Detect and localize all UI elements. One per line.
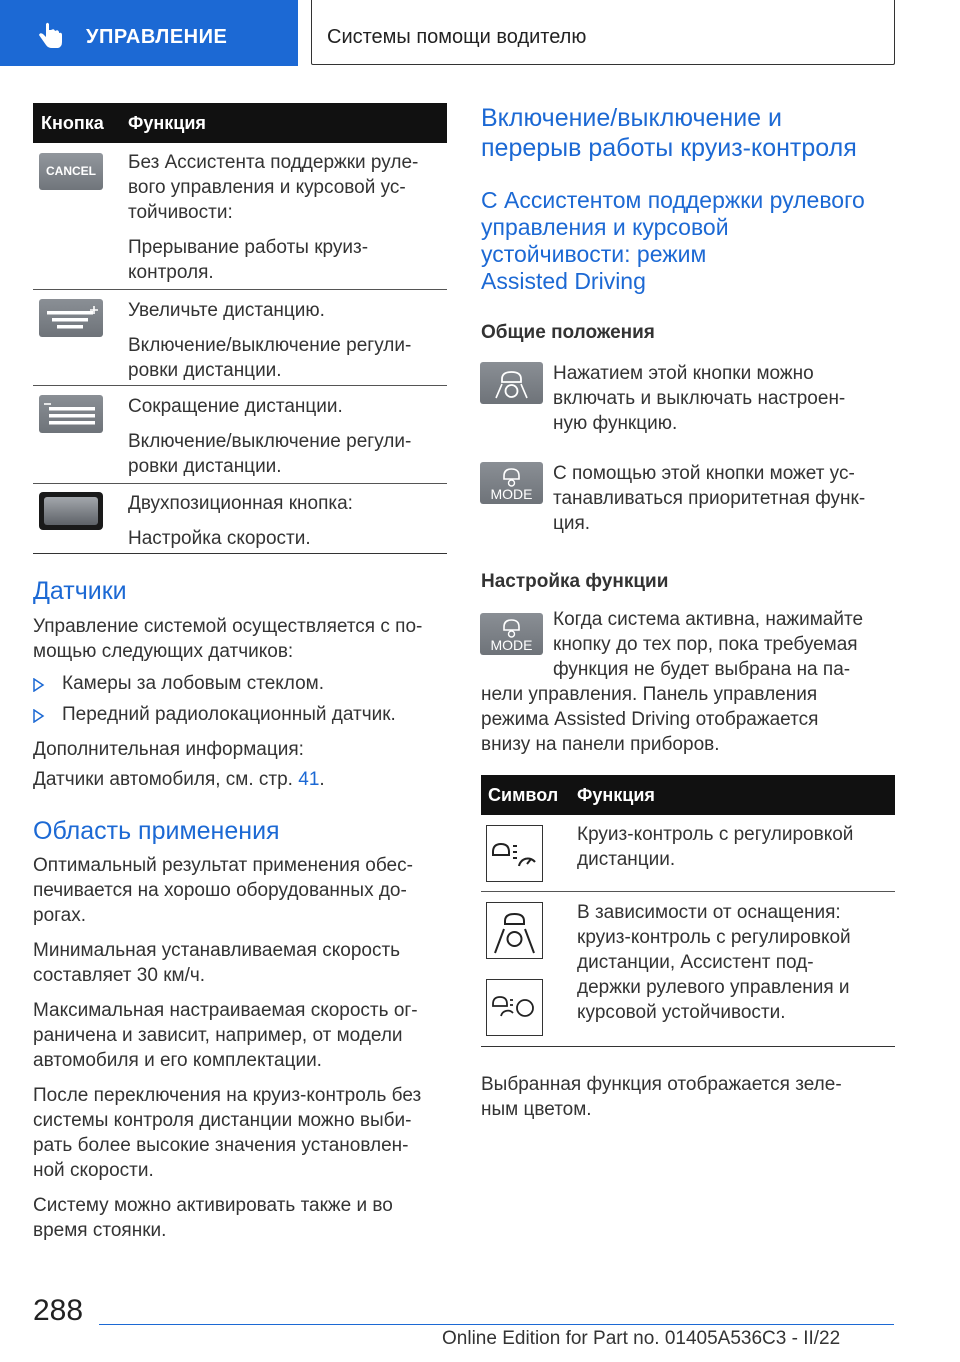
buttons-row-4-text: [128, 491, 448, 561]
distance-decrease-icon: [39, 395, 103, 433]
cancel-button-icon: [39, 153, 103, 190]
row3-line2: Включение/выключение регули- ровки дистанции.: [128, 431, 412, 477]
more-info: Дополнительная информация:: [33, 739, 304, 760]
col-function: Функция: [577, 785, 655, 805]
sensors-heading: Датчики: [33, 577, 127, 605]
col-symbol: Символ: [488, 785, 559, 805]
row-divider: [481, 891, 895, 892]
scope-heading: Область применения: [33, 817, 280, 845]
rocker-switch-icon: [39, 492, 103, 530]
footer-edition: Online Edition for Part no. 01405A536C3 - II/22: [442, 1328, 841, 1349]
assisted-driving-button-icon: [480, 362, 543, 404]
scope-paragraph: После переключения на круиз-контроль без системы контроля дистанции можно выби- рать более высокие значения установлен- ной скорости.: [33, 1085, 422, 1181]
hand-pointer-icon: [36, 20, 66, 50]
scope-paragraph: Систему можно активировать также и во время стоянки.: [33, 1195, 393, 1241]
row-divider: [33, 385, 447, 386]
buttons-row-3-text: [128, 394, 448, 489]
list-item: [33, 704, 453, 729]
distance-increase-icon: [39, 299, 103, 337]
bullet-arrow-icon: [33, 678, 45, 692]
buttons-row-1-text: [128, 150, 448, 295]
buttons-row-2-text: [128, 298, 448, 393]
scope-paragraph: Минимальная устанавливаемая скорость составляет 30 км/ч.: [33, 940, 401, 986]
section-tab[interactable]: [0, 0, 298, 66]
table-bottom-rule: [481, 1046, 895, 1047]
sensors-reference: [33, 767, 325, 792]
row1-line1: Без Ассистента поддержки руле- вого управления и курсовой ус- тойчивости:: [128, 152, 419, 223]
onoff-heading: Включение/выключение и перерыв работы круиз-контроля: [481, 104, 857, 162]
row-divider: [33, 289, 447, 290]
sensors-intro: Управление системой осуществляется с по- мощью следующих датчиков:: [33, 616, 423, 662]
row-divider: [33, 483, 447, 484]
symbol-row-text: Круиз-контроль с регулировкой дистанции.: [577, 824, 854, 870]
general-item-text: С помощью этой кнопки может ус- танавливаться приоритетная функ- ция.: [553, 463, 866, 534]
chapter-tab[interactable]: [311, 0, 895, 65]
row2-line2: Включение/выключение регули- ровки дистанции.: [128, 335, 412, 381]
setup-text-top: Когда система активна, нажимайте кнопку до тех пор, пока требуемая функция не будет выбрана на па-: [553, 609, 864, 680]
symbol-row-text: В зависимости от оснащения: круиз-контроль с регулировкой дистанции, Ассистент под- держки рулевого управления и курсовой устойчивости.: [577, 902, 851, 1023]
selected-note: Выбранная функция отображается зеле- ным цветом.: [481, 1074, 842, 1120]
mode-button-icon: [480, 613, 543, 655]
cancel-label: CANCEL: [46, 164, 96, 178]
page-number: 288: [33, 1294, 84, 1327]
row1-line2: Прерывание работы круиз- контроля.: [128, 237, 369, 283]
chapter-title: Системы помощи водителю: [327, 26, 587, 48]
section-title: УПРАВЛЕНИЕ: [86, 26, 228, 48]
onoff-subheading: С Ассистентом поддержки рулевого управления и курсовой устойчивости: режим Assisted Driving: [481, 187, 865, 294]
ref-suffix: .: [319, 769, 325, 790]
general-title: Общие положения: [481, 322, 655, 343]
mode-button-icon: [480, 462, 543, 504]
setup-title: Настройка функции: [481, 571, 669, 592]
col-function: Функция: [128, 113, 206, 133]
row3-line1: Сокращение дистанции.: [128, 396, 343, 417]
list-item: [33, 673, 453, 698]
page-link[interactable]: 41: [298, 769, 320, 790]
bullet-arrow-icon: [33, 709, 45, 723]
acc-steering-symbol-icon: [486, 979, 543, 1036]
row4-line1: Двухпозиционная кнопка:: [128, 493, 353, 514]
scope-body: [33, 853, 458, 1243]
ref-prefix: Датчики автомобиля, см. стр.: [33, 769, 293, 790]
general-item-text: Нажатием этой кнопки можно включать и выключать настроен- ную функцию.: [553, 363, 846, 434]
scope-paragraph: Оптимальный результат применения обес- печивается на хорошо оборудованных до- рогах.: [33, 855, 413, 926]
bullet-text: Передний радиолокационный датчик.: [62, 704, 396, 725]
assisted-driving-symbol-icon: [486, 902, 543, 959]
row4-line2: Настройка скорости.: [128, 528, 311, 549]
mode-label: MODE: [490, 637, 533, 653]
symbols-table-header: [481, 775, 895, 815]
acc-distance-symbol-icon: [486, 825, 543, 882]
row2-line1: Увеличьте дистанцию.: [128, 300, 325, 321]
setup-text-bottom: нели управления. Панель управления режима Assisted Driving отображается внизу на панели приборов.: [481, 684, 819, 755]
footer-rule: [99, 1324, 894, 1325]
buttons-table-header: [33, 103, 447, 143]
table-bottom-rule: [33, 553, 447, 554]
scope-paragraph: Максимальная настраиваемая скорость ог- раничена и зависит, например, от модели автомобиля и его комплектации.: [33, 1000, 418, 1071]
bullet-text: Камеры за лобовым стеклом.: [62, 673, 325, 694]
mode-label: MODE: [490, 486, 533, 502]
col-button: Кнопка: [41, 113, 104, 133]
